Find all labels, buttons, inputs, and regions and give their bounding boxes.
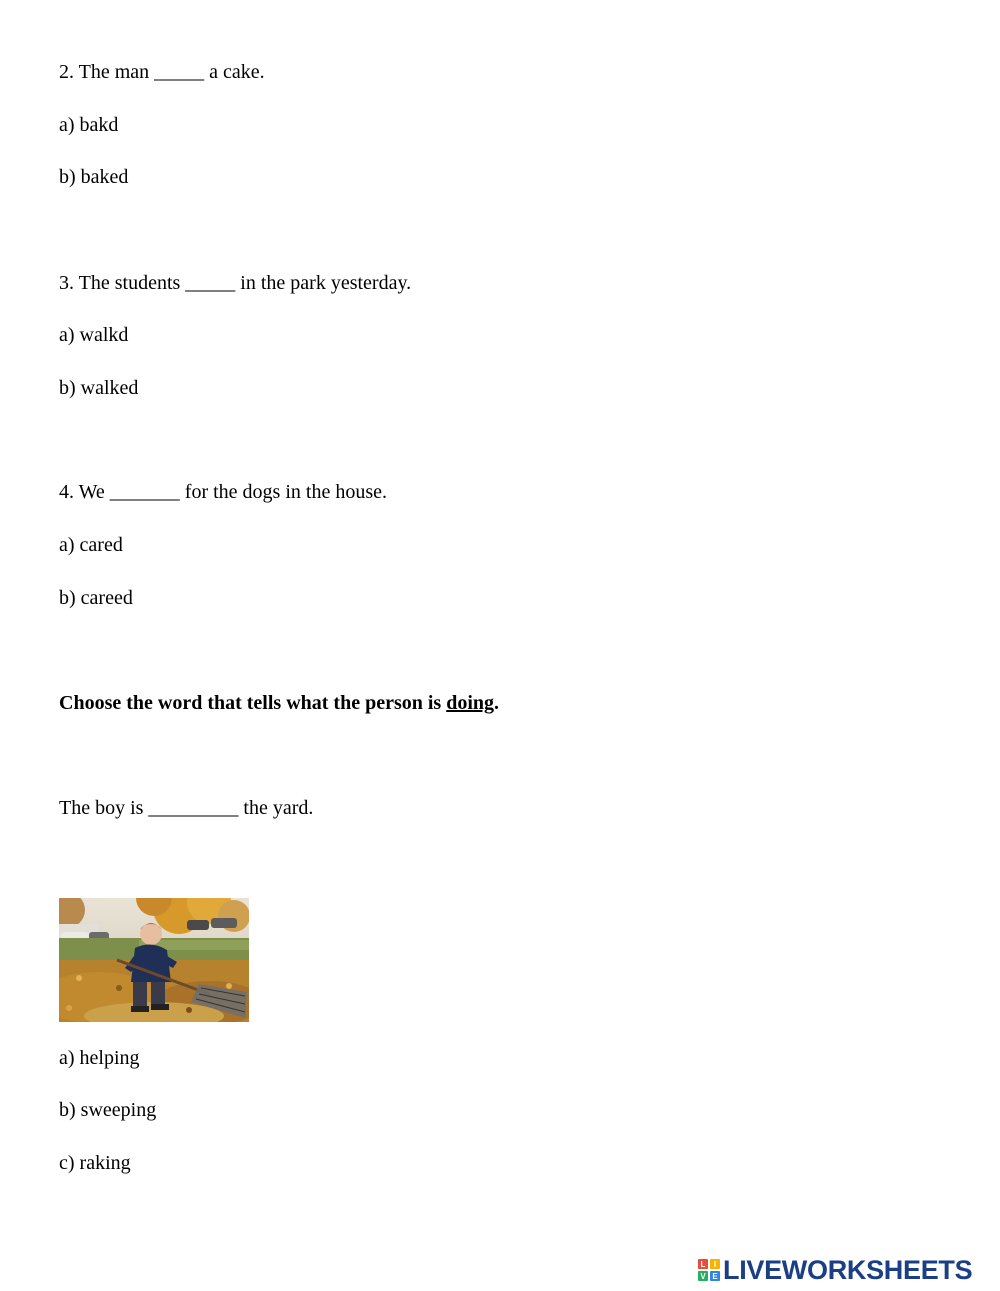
instruction-period: . bbox=[494, 692, 500, 714]
boy-raking-leaves-photo bbox=[59, 898, 249, 1022]
logo-text: LIVEWORKSHEETS bbox=[723, 1254, 973, 1285]
instruction-text: Choose the word that tells what the person is bbox=[59, 692, 447, 714]
question-3-prompt: 3. The students _____ in the park yesterday. bbox=[59, 272, 412, 294]
fill-sentence: The boy is _________ the yard. bbox=[59, 797, 314, 819]
question-2-prompt: 2. The man _____ a cake. bbox=[59, 61, 265, 83]
question-3-option-b[interactable]: b) walked bbox=[59, 377, 139, 399]
instruction-underlined-word: doing bbox=[446, 692, 495, 714]
question-4-prompt: 4. We _______ for the dogs in the house. bbox=[59, 481, 387, 503]
logo-block-i: I bbox=[710, 1259, 720, 1269]
logo-blocks-icon bbox=[698, 1259, 720, 1281]
logo-block-l: L bbox=[698, 1259, 708, 1269]
question-2-option-b[interactable]: b) baked bbox=[59, 166, 129, 188]
final-option-c[interactable]: c) raking bbox=[59, 1152, 131, 1174]
question-4-option-a[interactable]: a) cared bbox=[59, 534, 123, 556]
final-option-a[interactable]: a) helping bbox=[59, 1047, 140, 1069]
question-3-option-a[interactable]: a) walkd bbox=[59, 324, 129, 346]
logo-block-e: E bbox=[710, 1271, 720, 1281]
final-option-b[interactable]: b) sweeping bbox=[59, 1099, 157, 1121]
logo-block-v: V bbox=[698, 1271, 708, 1281]
question-4-option-b[interactable]: b) careed bbox=[59, 587, 133, 609]
liveworksheets-logo bbox=[698, 1256, 972, 1284]
question-2-option-a[interactable]: a) bakd bbox=[59, 114, 119, 136]
section-instruction bbox=[59, 691, 499, 715]
